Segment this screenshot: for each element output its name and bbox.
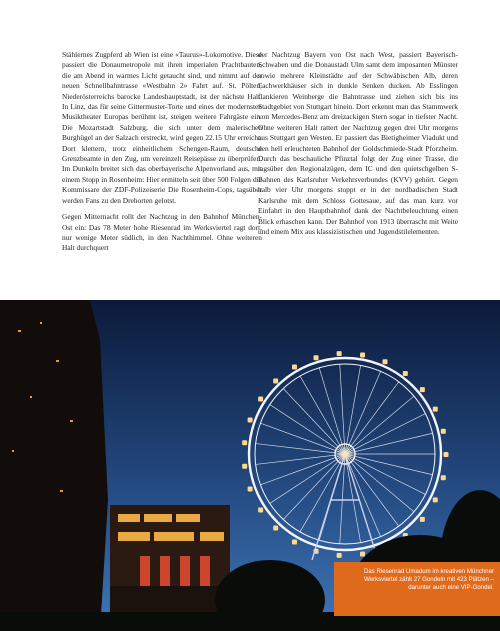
paragraph: Gegen Mitternacht rollt der Nachtzug in den Bahnhof München-Ost ein: Das 78 Meter hohe Riesenrad im Werksviertel ragt dort, nur wenige Meter südlich, in den Nachthimmel. Ohne weiteren Halt durchquert bbox=[62, 212, 262, 253]
gondola bbox=[292, 365, 297, 370]
gondola bbox=[360, 353, 365, 358]
gondola bbox=[433, 497, 438, 502]
paragraph: der Nachtzug Bayern von Ost nach West, passiert Bayerisch-Schwaben und die Donaustadt Ulm samt dem imposanten Münster sowie mehrere Kleinstädte auf der Schwäbischen Alb, deren Fachwerkhäuser sich in dunkle Senken ducken. Ab Esslingen flankieren Weinberge die Bahntrasse und ziehen sich bis ins Stadtgebiet von Stuttgart hinein. Dort erkennt man das Stammwerk von Mercedes-Benz am dreizackigen Stern sogar in tiefster Nacht. Ohne weiteren Halt rattert der Nachtzug gegen drei Uhr morgens aus Stuttgart gen Westen. Er passiert das Bietigheimer Viadukt und den hell erleuchteten Bahnhof der Goldschmiede-Stadt Pforzheim. Durch das beschauliche Pfinztal folgt der Zug einer Trasse, die tagsüber den Regionalzügen, dem IC und den quietschgelben S-Bahnen des Karlsruher Verkehrsverbundes (KVV) gehört. Gegen halb vier Uhr morgens stoppt er in der nordbadischen Stadt Karlsruhe mit dem Schloss Gottesaue, auf das man kurz vor Einfahrt in den Hauptbahnhof dank der Nachtbeleuchtung einen Blick erhaschen kann. Der Bahnhof von 1913 überrascht mit Weite und einem Mix aus klassizistischen und Jugendstilelementen. bbox=[258, 50, 458, 236]
gondola bbox=[258, 396, 263, 401]
gondola bbox=[383, 359, 388, 364]
gondola bbox=[444, 452, 449, 457]
paragraph: Stählernes Zugpferd ab Wien ist eine «Taurus»-Lokomotive. Diese passiert die Donaumetropole mit ihren imperialen Prachtbauten, die am Abend in warmes Licht getaucht sind, und nimmt auf der neuen Schnellbahntrasse «Westbahn 2» Fahrt auf. St. Pölten, Niederösterreichs barocke Landeshauptstadt, ist der nächste Halt. In Linz, das für seine Gittermuster-Torte und eines der modernsten Musiktheater Europas berühmt ist, steigen weitere Fahrgäste ein. Die Mozartstadt Salzburg, die sich unter dem malerischen Burghügel an der Salzach erstreckt, wird gegen 22.15 Uhr erreicht. Dort klettern, trotz einheitlichem Schengen-Raum, deutsche Grenzbeamte in den Zug, um vereinzelt Reisepässe zu überprüfen. Im Dunkeln breitet sich das oberbayerische Alpenvorland aus, mit einem Stopp in Rosenheim: Hier ermitteln seit über 500 Folgen die Kommissare der ZDF-Polizeiserie Die Rosenheim-Cops, tagsüber werden Fans zu den Drehorten gelotst. bbox=[62, 50, 262, 205]
gondola bbox=[248, 487, 253, 492]
article-column-left bbox=[62, 50, 262, 260]
gondola bbox=[403, 371, 408, 376]
gondola bbox=[420, 387, 425, 392]
gondola bbox=[248, 417, 253, 422]
gondola bbox=[360, 551, 365, 556]
gondola bbox=[292, 539, 297, 544]
gondola bbox=[258, 508, 263, 513]
gondola bbox=[314, 355, 319, 360]
gondola bbox=[433, 407, 438, 412]
gondola bbox=[242, 440, 247, 445]
gondola bbox=[441, 429, 446, 434]
photo-caption: Das Riesenrad Umadum im kreativen Münchner Werksviertel zählt 27 Gondeln mit 423 Plätzen – darunter auch eine VIP-Gondel. bbox=[334, 562, 500, 616]
gondola bbox=[273, 525, 278, 530]
gondola bbox=[273, 379, 278, 384]
gondola bbox=[441, 475, 446, 480]
gondola bbox=[337, 553, 342, 558]
gondola bbox=[337, 351, 342, 356]
dark-tower-building bbox=[0, 300, 108, 631]
article-column-right bbox=[258, 50, 458, 243]
gondola bbox=[420, 517, 425, 522]
gondola bbox=[242, 464, 247, 469]
